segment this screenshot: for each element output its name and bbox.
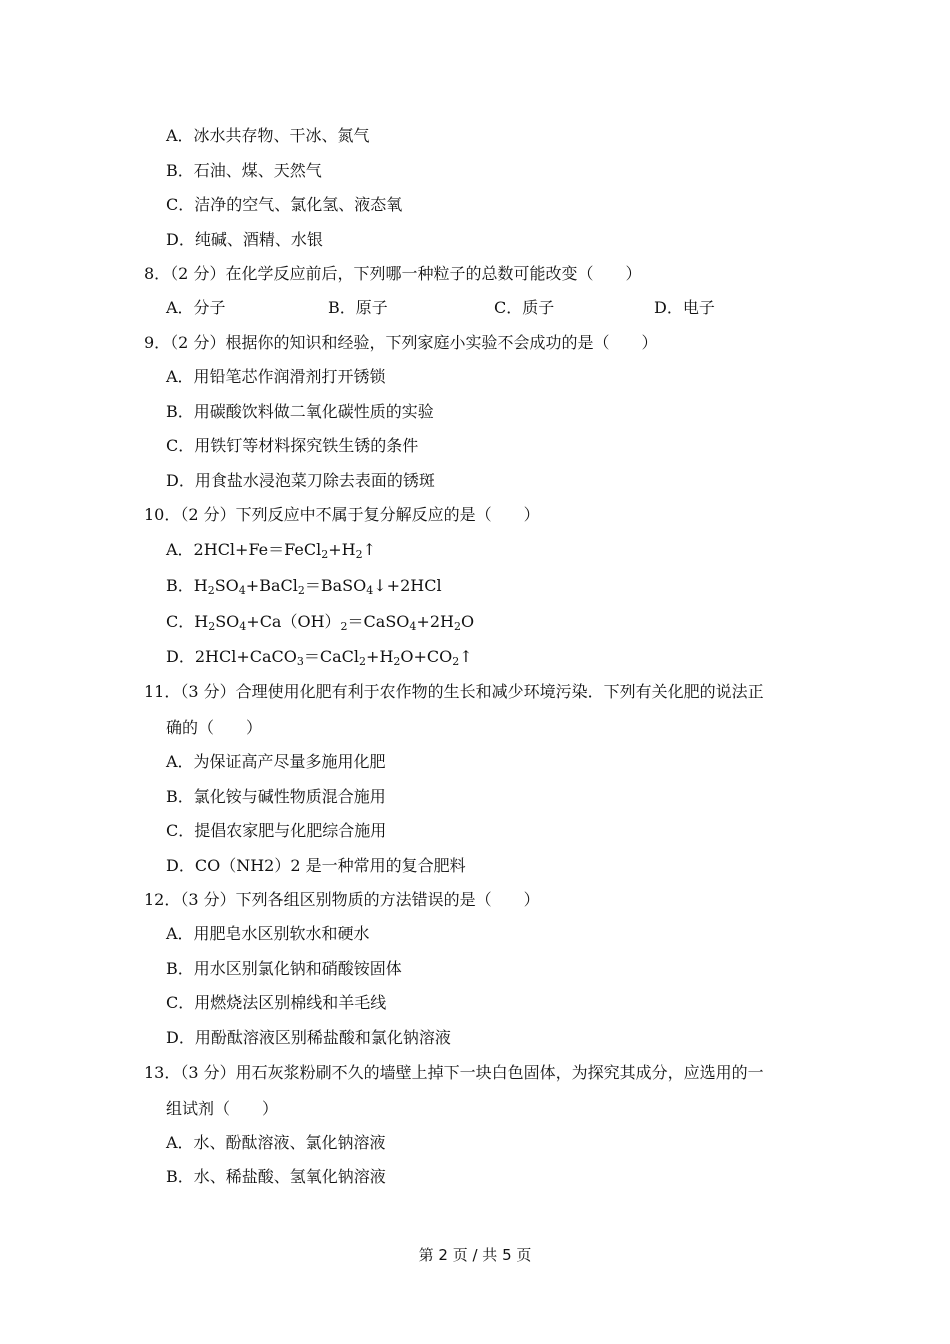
q13-option-b: B．水、稀盐酸、氢氧化钠溶液 <box>166 1167 386 1186</box>
q9-option-b: B．用碳酸饮料做二氧化碳性质的实验 <box>166 402 434 421</box>
q11-option-c: C．提倡农家肥与化肥综合施用 <box>166 821 387 840</box>
q10-option-d: D．$2HCl+CaCO_3=CaCl_2+H_2O+CO_2↑$ <box>166 647 473 668</box>
q8-option-d: D．电子 <box>654 298 715 317</box>
q10-option-c: C．$H_2SO_4+Ca(OH)_2=CaSO_4+2H_2O$ <box>166 612 475 633</box>
q9-option-c: C．用铁钉等材料探究铁生锈的条件 <box>166 436 419 455</box>
q12-option-a: A．用肥皂水区别软水和硬水 <box>166 924 370 943</box>
q11-stem-line2: 确的（ ） <box>166 718 263 737</box>
page-number-footer: 第 2 页 / 共 5 页 <box>418 1246 532 1264</box>
q7-option-a: A．冰水共存物、干冰、氮气 <box>166 126 370 145</box>
q9-option-a: A．用铅笔芯作润滑剂打开锈锁 <box>166 367 386 386</box>
q8-option-c: C．质子 <box>494 298 555 317</box>
q13-stem-line1: 13．（3 分）用石灰浆粉刷不久的墙壁上掉下一块白色固体，为探究其成分，应选用的一 <box>144 1063 764 1082</box>
q8-stem: 8．（2 分）在化学反应前后，下列哪一种粒子的总数可能改变（ ） <box>144 264 642 283</box>
q10-stem: 10．（2 分）下列反应中不属于复分解反应的是（ ） <box>144 505 540 524</box>
q11-option-b: B．氯化铵与碱性物质混合施用 <box>166 787 386 806</box>
q7-option-d: D．纯碱、酒精、水银 <box>166 230 323 249</box>
q12-option-d: D．用酚酞溶液区别稀盐酸和氯化钠溶液 <box>166 1028 451 1047</box>
q10-option-b: B．$H_2SO_4+BaCl_2=BaSO_4↓+2HCl$ <box>166 576 442 597</box>
q8-option-b: B．原子 <box>328 298 388 317</box>
q13-option-a: A．水、酚酞溶液、氯化钠溶液 <box>166 1133 386 1152</box>
q9-stem: 9．（2 分）根据你的知识和经验，下列家庭小实验不会成功的是（ ） <box>144 333 658 352</box>
q12-option-c: C．用燃烧法区别棉线和羊毛线 <box>166 993 387 1012</box>
q10-option-a: A．$2HCl+Fe=FeCl_2+H_2↑$ <box>166 540 376 561</box>
q12-stem: 12．（3 分）下列各组区别物质的方法错误的是（ ） <box>144 890 540 909</box>
q7-option-c: C．洁净的空气、氯化氢、液态氧 <box>166 195 403 214</box>
q8-option-a: A．分子 <box>166 298 226 317</box>
q7-option-b: B．石油、煤、天然气 <box>166 161 322 180</box>
q11-option-a: A．为保证高产尽量多施用化肥 <box>166 752 386 771</box>
q9-option-d: D．用食盐水浸泡菜刀除去表面的锈斑 <box>166 471 435 490</box>
q11-option-d: D．CO（NH2）2 是一种常用的复合肥料 <box>166 856 466 875</box>
q12-option-b: B．用水区别氯化钠和硝酸铵固体 <box>166 959 402 978</box>
q13-stem-line2: 组试剂（ ） <box>166 1099 279 1118</box>
q11-stem-line1: 11．（3 分）合理使用化肥有利于农作物的生长和减少环境污染．下列有关化肥的说法正 <box>144 682 764 701</box>
